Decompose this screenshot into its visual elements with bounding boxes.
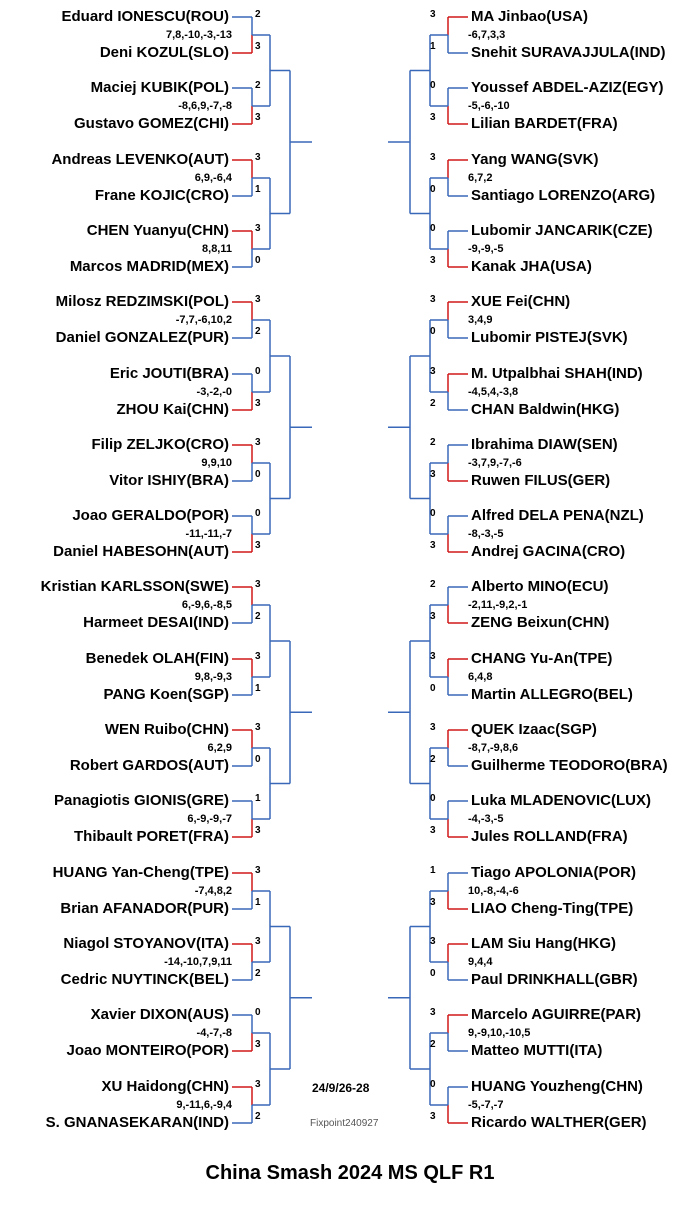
player-name: HUANG Yan-Cheng(TPE) — [52, 864, 229, 881]
set-count: 3 — [255, 223, 261, 234]
game-scores: -6,7,3,3 — [468, 29, 506, 41]
set-count: 2 — [255, 611, 261, 622]
game-scores: 9,-11,6,-9,4 — [176, 1099, 232, 1111]
player-name: Kanak JHA(USA) — [471, 258, 592, 275]
player-name: Alfred DELA PENA(NZL) — [471, 507, 644, 524]
set-count: 1 — [430, 865, 436, 876]
set-count: 0 — [255, 366, 261, 377]
game-scores: 9,9,10 — [201, 457, 232, 469]
set-count: 1 — [255, 683, 261, 694]
game-scores: -2,11,-9,2,-1 — [468, 599, 528, 611]
player-name: S. GNANASEKARAN(IND) — [45, 1114, 229, 1131]
game-scores: -7,7,-6,10,2 — [175, 314, 232, 326]
set-count: 3 — [255, 41, 261, 52]
player-name: CHEN Yuanyu(CHN) — [86, 222, 229, 239]
player-name: Matteo MUTTI(ITA) — [471, 1042, 603, 1059]
set-count: 3 — [255, 936, 261, 947]
game-scores: 7,8,-10,-3,-13 — [165, 29, 232, 41]
player-name: M. Utpalbhai SHAH(IND) — [471, 365, 643, 382]
player-name: Xavier DIXON(AUS) — [90, 1006, 229, 1023]
game-scores: -9,-9,-5 — [468, 243, 504, 255]
set-count: 3 — [255, 651, 261, 662]
player-name: HUANG Youzheng(CHN) — [471, 1078, 643, 1095]
game-scores: 3,4,9 — [468, 314, 493, 326]
page-title: China Smash 2024 MS QLF R1 — [205, 1162, 495, 1184]
set-count: 3 — [255, 152, 261, 163]
player-name: Milosz REDZIMSKI(POL) — [55, 293, 229, 310]
player-name: Martin ALLEGRO(BEL) — [471, 686, 633, 703]
player-name: Lilian BARDET(FRA) — [471, 115, 618, 132]
player-name: Daniel GONZALEZ(PUR) — [55, 329, 229, 346]
player-name: CHANG Yu-An(TPE) — [471, 650, 613, 667]
player-name: Santiago LORENZO(ARG) — [471, 187, 656, 204]
player-name: Marcos MADRID(MEX) — [69, 258, 229, 275]
set-count: 1 — [430, 41, 436, 52]
set-count: 3 — [430, 366, 436, 377]
set-count: 0 — [430, 80, 436, 91]
player-name: Marcelo AGUIRRE(PAR) — [471, 1006, 642, 1023]
player-name: Lubomir JANCARIK(CZE) — [471, 222, 653, 239]
player-name: Vitor ISHIY(BRA) — [109, 472, 229, 489]
player-name: Deni KOZUL(SLO) — [99, 44, 229, 61]
set-count: 3 — [430, 1111, 436, 1122]
player-name: Yang WANG(SVK) — [471, 151, 599, 168]
player-name: Paul DRINKHALL(GBR) — [471, 971, 638, 988]
player-name: Panagiotis GIONIS(GRE) — [53, 792, 229, 809]
game-scores: -7,4,8,2 — [194, 885, 232, 897]
player-name: Benedek OLAH(FIN) — [85, 650, 229, 667]
set-count: 1 — [255, 793, 261, 804]
player-name: Andrej GACINA(CRO) — [471, 543, 626, 560]
set-count: 3 — [430, 651, 436, 662]
set-count: 3 — [430, 152, 436, 163]
player-name: Filip ZELJKO(CRO) — [91, 436, 229, 453]
player-name: Ricardo WALTHER(GER) — [471, 1114, 647, 1131]
set-count: 3 — [255, 294, 261, 305]
set-count: 0 — [255, 469, 261, 480]
game-scores: 6,4,8 — [468, 671, 493, 683]
player-name: Tiago APOLONIA(POR) — [471, 864, 636, 881]
set-count: 3 — [430, 897, 436, 908]
player-name: Andreas LEVENKO(AUT) — [51, 151, 229, 168]
game-scores: 6,9,-6,4 — [194, 172, 232, 184]
player-name: ZENG Beixun(CHN) — [471, 614, 610, 631]
player-name: XUE Fei(CHN) — [471, 293, 571, 310]
set-count: 0 — [430, 326, 436, 337]
set-count: 0 — [430, 793, 436, 804]
player-name: Daniel HABESOHN(AUT) — [53, 543, 229, 560]
game-scores: -4,-3,-5 — [468, 813, 504, 825]
player-name: Gustavo GOMEZ(CHI) — [73, 115, 229, 132]
player-name: Harmeet DESAI(IND) — [83, 614, 229, 631]
player-name: XU Haidong(CHN) — [101, 1078, 229, 1095]
game-scores: -5,-7,-7 — [468, 1099, 504, 1111]
player-name: Joao MONTEIRO(POR) — [66, 1042, 229, 1059]
game-scores: -5,-6,-10 — [468, 100, 510, 112]
player-name: Jules ROLLAND(FRA) — [471, 828, 628, 845]
event-date: 24/9/26-28 — [312, 1081, 370, 1095]
player-name: QUEK Izaac(SGP) — [471, 721, 597, 738]
set-count: 3 — [430, 255, 436, 266]
game-scores: -8,7,-9,8,6 — [468, 742, 519, 754]
player-name: Maciej KUBIK(POL) — [90, 79, 229, 96]
set-count: 3 — [255, 1039, 261, 1050]
game-scores: 9,8,-9,3 — [194, 671, 232, 683]
set-count: 0 — [255, 508, 261, 519]
game-scores: 6,-9,6,-8,5 — [181, 599, 232, 611]
set-count: 2 — [255, 968, 261, 979]
game-scores: 10,-8,-4,-6 — [468, 885, 519, 897]
set-count: 0 — [255, 255, 261, 266]
game-scores: 9,-9,10,-10,5 — [468, 1027, 531, 1039]
player-name: Thibault PORET(FRA) — [74, 828, 229, 845]
credit-label: Fixpoint240927 — [310, 1118, 379, 1129]
player-name: Snehit SURAVAJJULA(IND) — [471, 44, 666, 61]
set-count: 2 — [255, 1111, 261, 1122]
set-count: 3 — [255, 112, 261, 123]
player-name: Alberto MINO(ECU) — [471, 578, 609, 595]
player-name: MA Jinbao(USA) — [471, 8, 588, 25]
player-name: ZHOU Kai(CHN) — [116, 401, 229, 418]
player-name: Brian AFANADOR(PUR) — [60, 900, 229, 917]
game-scores: -8,-3,-5 — [468, 528, 504, 540]
set-count: 2 — [255, 80, 261, 91]
set-count: 3 — [255, 1079, 261, 1090]
set-count: 0 — [255, 754, 261, 765]
set-count: 0 — [430, 184, 436, 195]
game-scores: 6,2,9 — [207, 742, 232, 754]
player-name: Ibrahima DIAW(SEN) — [471, 436, 618, 453]
game-scores: -4,-7,-8 — [196, 1027, 232, 1039]
set-count: 3 — [255, 825, 261, 836]
set-count: 3 — [255, 398, 261, 409]
set-count: 0 — [430, 683, 436, 694]
player-name: Eric JOUTI(BRA) — [109, 365, 229, 382]
set-count: 3 — [430, 825, 436, 836]
player-name: Eduard IONESCU(ROU) — [61, 8, 229, 25]
game-scores: -14,-10,7,9,11 — [164, 956, 232, 968]
set-count: 2 — [430, 1039, 436, 1050]
game-scores: 8,8,11 — [202, 243, 232, 255]
set-count: 2 — [430, 579, 436, 590]
set-count: 3 — [430, 540, 436, 551]
game-scores: 6,-9,-9,-7 — [187, 813, 232, 825]
game-scores: -4,5,4,-3,8 — [468, 386, 519, 398]
set-count: 3 — [255, 437, 261, 448]
set-count: 3 — [430, 294, 436, 305]
player-name: Guilherme TEODORO(BRA) — [471, 757, 668, 774]
player-name: LAM Siu Hang(HKG) — [471, 935, 616, 952]
set-count: 2 — [255, 9, 261, 20]
set-count: 3 — [255, 865, 261, 876]
set-count: 1 — [255, 184, 261, 195]
player-name: Luka MLADENOVIC(LUX) — [471, 792, 651, 809]
set-count: 3 — [255, 579, 261, 590]
set-count: 2 — [430, 754, 436, 765]
player-name: Cedric NUYTINCK(BEL) — [60, 971, 229, 988]
player-name: Kristian KARLSSON(SWE) — [40, 578, 229, 595]
set-count: 1 — [255, 897, 261, 908]
set-count: 2 — [255, 326, 261, 337]
player-name: LIAO Cheng-Ting(TPE) — [471, 900, 634, 917]
player-name: Frane KOJIC(CRO) — [94, 187, 229, 204]
player-name: Youssef ABDEL-AZIZ(EGY) — [471, 79, 664, 96]
set-count: 3 — [430, 722, 436, 733]
player-name: Robert GARDOS(AUT) — [69, 757, 229, 774]
set-count: 0 — [430, 223, 436, 234]
set-count: 3 — [430, 112, 436, 123]
game-scores: -3,-2,-0 — [196, 386, 232, 398]
game-scores: -11,-11,-7 — [185, 528, 232, 540]
set-count: 0 — [255, 1007, 261, 1018]
set-count: 0 — [430, 1079, 436, 1090]
player-name: Lubomir PISTEJ(SVK) — [471, 329, 628, 346]
set-count: 3 — [255, 540, 261, 551]
set-count: 3 — [430, 1007, 436, 1018]
player-name: CHAN Baldwin(HKG) — [471, 401, 620, 418]
game-scores: 6,7,2 — [468, 172, 493, 184]
game-scores: -3,7,9,-7,-6 — [468, 457, 522, 469]
set-count: 0 — [430, 508, 436, 519]
player-name: WEN Ruibo(CHN) — [104, 721, 229, 738]
set-count: 3 — [255, 722, 261, 733]
player-name: Joao GERALDO(POR) — [72, 507, 229, 524]
player-name: Ruwen FILUS(GER) — [471, 472, 611, 489]
game-scores: -8,6,9,-7,-8 — [178, 100, 232, 112]
game-scores: 9,4,4 — [468, 956, 493, 968]
set-count: 3 — [430, 9, 436, 20]
set-count: 3 — [430, 469, 436, 480]
set-count: 0 — [430, 968, 436, 979]
set-count: 3 — [430, 611, 436, 622]
set-count: 3 — [430, 936, 436, 947]
player-name: PANG Koen(SGP) — [103, 686, 229, 703]
set-count: 2 — [430, 398, 436, 409]
set-count: 2 — [430, 437, 436, 448]
player-name: Niagol STOYANOV(ITA) — [63, 935, 229, 952]
